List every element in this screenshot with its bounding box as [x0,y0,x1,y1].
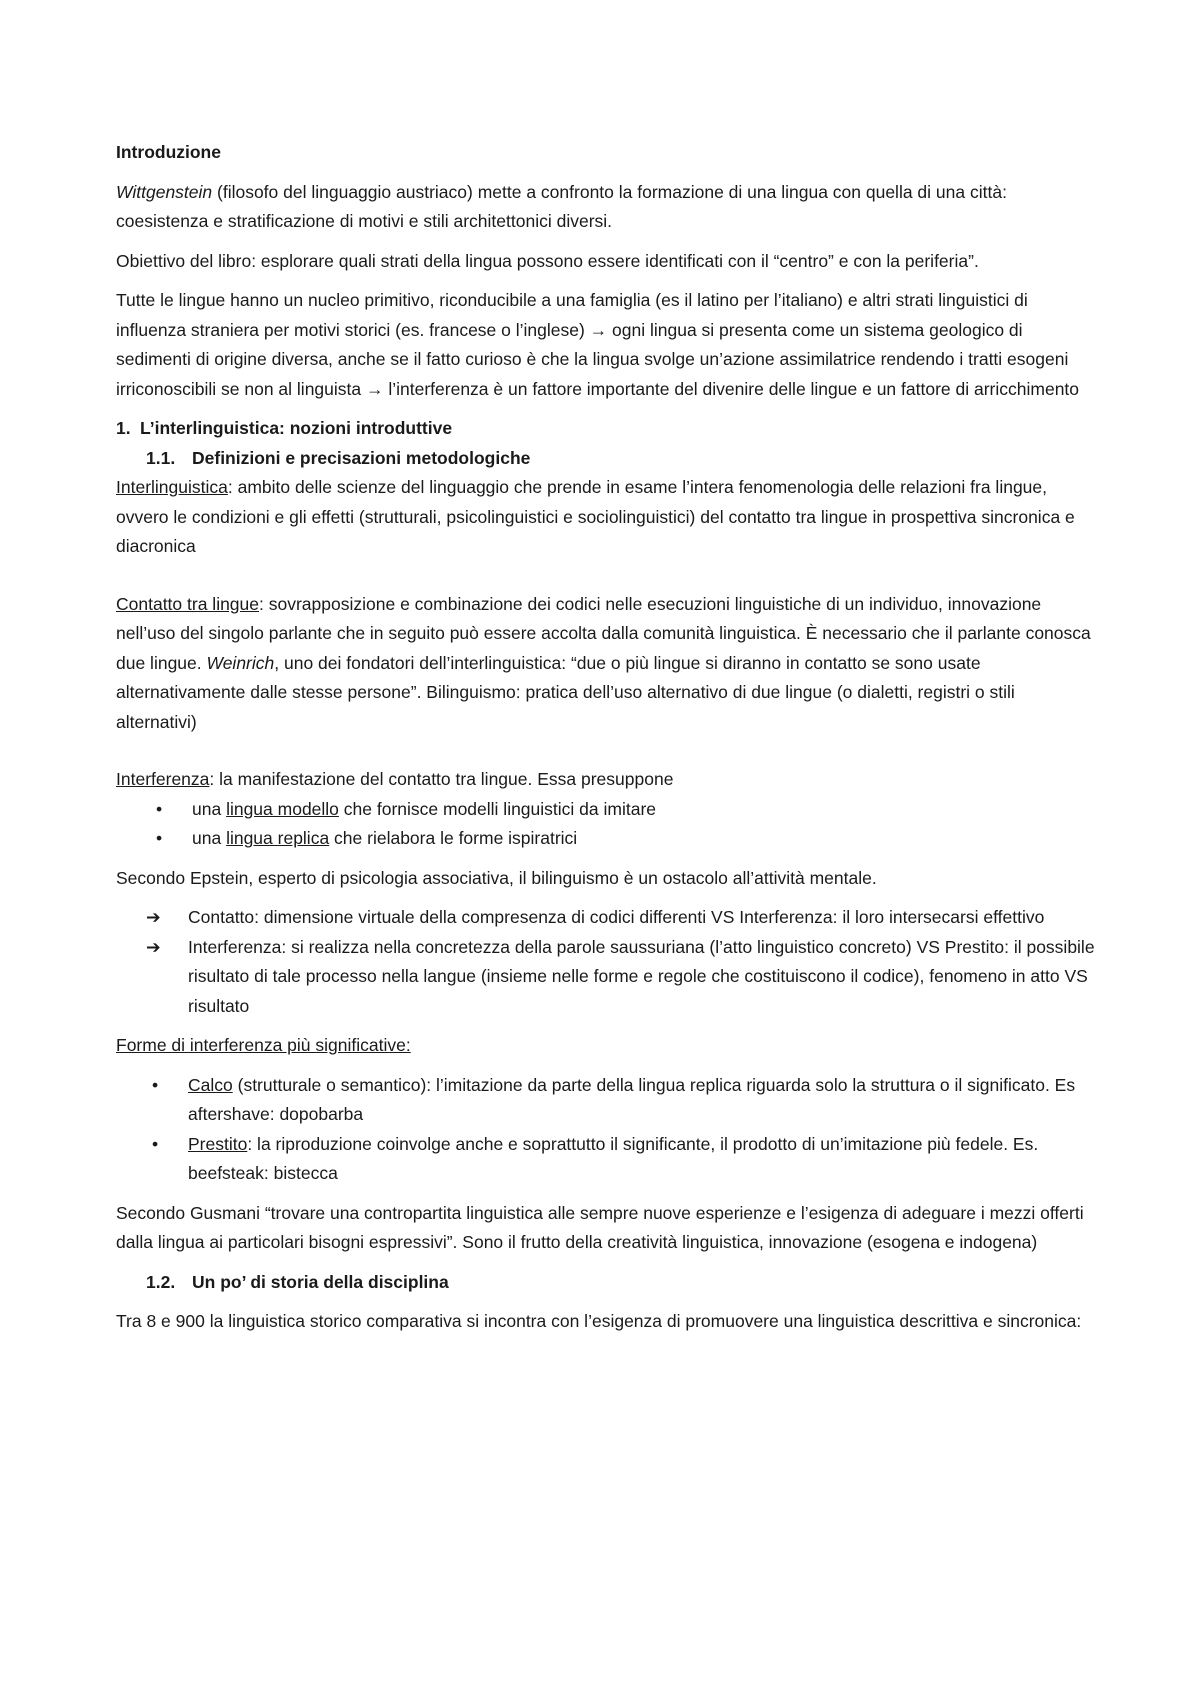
arrow-item-text: Contatto: dimensione virtuale della compresenza di codici differenti VS Interferenza: il loro intersecarsi effettivo [188,907,1045,927]
section-1-1-heading [146,444,1096,474]
section-1-2-heading [146,1268,1096,1298]
section-1-1-title: Definizioni e precisazioni metodologiche [192,447,531,468]
intro-paragraph-1 [116,178,1096,237]
bullet-icon: • [152,1074,159,1095]
list-item [116,1071,1096,1130]
forme-bullet-list [116,1071,1096,1189]
bullet-icon: • [156,828,163,848]
calco-def-text: (strutturale o semantico): l’imitazione da parte della lingua replica riguarda solo la struttura o il significato. Es aftershave: dopobarba [188,1074,1076,1124]
storia-paragraph: Tra 8 e 900 la linguistica storico comparativa si incontra con l’esigenza di promuovere una linguistica descrittiva e sincronica: [116,1311,1082,1331]
list-item [116,933,1096,1022]
arrow-right-icon: → [365,378,384,399]
intro-p3-part-a: Tutte le lingue hanno un nucleo primitivo, riconducibile a una famiglia (es il latino per l’italiano) e altri strati linguistici di influenza straniera per motivi storici (es. francese o l’inglese) [116,290,1028,340]
intro-paragraph-2: Obiettivo del libro: esplorare quali strati della lingua possono essere identificati con il “centro” e con la periferia”. [116,250,979,271]
section-1-heading [116,414,1096,444]
forme-heading-text: Forme di interferenza più significative: [116,1035,411,1055]
arrow-right-icon: ➔ [146,907,161,927]
list-item [116,903,1096,933]
term-prestito: Prestito [188,1133,248,1154]
arrow-right-icon: → [589,319,608,340]
contatto-definition [116,590,1096,738]
arrow-list [116,903,1096,1021]
forme-heading [116,1031,1096,1061]
term-interferenza: Interferenza [116,769,210,789]
term-calco: Calco [188,1074,233,1095]
section-1-number: 1. [116,418,131,438]
contatto-def-text-b: , uno dei fondatori dell’interlinguistica: “due o più lingue si diranno in contatto se sono usate alternativamente dalle stesse persone”. Bilinguismo: pratica dell’uso alternativo di due lingue (o dialetti, registri o stili alternativi) [116,652,1015,732]
section-1-title: L’interlinguistica: nozioni introduttive [140,418,453,438]
arrow-item-text: Interferenza: si realizza nella concretezza della parole saussuriana (l’atto linguistico concreto) VS Prestito: il possibile risultato di tale processo nella langue (insieme nelle forme e regole che costituiscono il codice), fenomeno in atto VS risultato [188,936,1095,1016]
author-name: Weinrich [206,652,275,673]
term-lingua-replica: lingua replica [226,828,330,848]
epstein-paragraph: Secondo Epstein, esperto di psicologia associativa, il bilinguismo è un ostacolo all’attività mentale. [116,867,877,888]
interferenza-definition [116,765,1096,795]
interferenza-def-text: : la manifestazione del contatto tra lingue. Essa presuppone [209,769,674,789]
prestito-def-text: : la riproduzione coinvolge anche e soprattutto il significante, il prodotto di un’imitazione più fedele. Es. beefsteak: bistecca [188,1133,1039,1183]
contatto-def-text-a: : sovrapposizione e combinazione dei codici nelle esecuzioni linguistiche di un individuo, innovazione nell’uso del singolo parlante che in seguito può essere accolta dalla comunità linguistica. È necessario che il parlante conosca due lingue. [116,593,1091,673]
bullet-text-post: che fornisce modelli linguistici da imitare [338,798,656,819]
gusmani-paragraph: Secondo Gusmani “trovare una contropartita linguistica alle sempre nuove esperienze e l’esigenza di adeguare i mezzi offerti dalla lingua ai particolari bisogni espressivi”. Sono il frutto della creatività linguistica, innovazione (esogena e indogena) [116,1202,1084,1252]
term-interlinguistica: Interlinguistica [116,477,228,497]
section-1-2-title: Un po’ di storia della disciplina [192,1271,449,1292]
arrow-right-icon: ➔ [146,936,161,957]
list-item [116,824,1096,854]
lingua-bullet-list [116,795,1096,854]
intro-p3-part-b: ogni lingua si presenta come un sistema geologico di sedimenti di origine diversa, anche se il fatto curioso è che la lingua svolge un’azione assimilatrice rendendo i tratti esogeni irriconoscibili se non al linguista [116,319,1069,399]
section-1-1-number: 1.1. [146,447,176,468]
document-page [116,138,1096,1347]
interlinguistica-definition [116,473,1096,562]
list-item [116,1130,1096,1189]
bullet-icon: • [152,1133,159,1154]
intro-paragraph-1-text: (filosofo del linguaggio austriaco) mette a confronto la formazione di una lingua con quella di una città: coesistenza e stratificazione di motivi e stili architettonici diversi. [116,181,1007,231]
intro-heading: Introduzione [116,142,221,162]
list-item [116,795,1096,825]
bullet-icon: • [156,798,163,819]
bullet-text-pre: una [192,828,227,848]
bullet-text-pre: una [192,798,227,819]
section-1-2-number: 1.2. [146,1271,176,1292]
term-lingua-modello: lingua modello [226,798,339,819]
intro-paragraph-3 [116,286,1096,404]
term-contatto: Contatto tra lingue [116,593,260,614]
bullet-text-post: che rielabora le forme ispiratrici [329,828,578,848]
intro-p3-part-c: l’interferenza è un fattore importante del divenire delle lingue e un fattore di arricchimento [383,378,1080,399]
interlinguistica-def-text: : ambito delle scienze del linguaggio che prende in esame l’intera fenomenologia delle relazioni fra lingue, ovvero le condizioni e gli effetti (strutturali, psicolinguistici e sociolinguistici) del contatto tra lingue in prospettiva sincronica e diacronica [116,477,1075,556]
author-name: Wittgenstein [116,181,213,202]
